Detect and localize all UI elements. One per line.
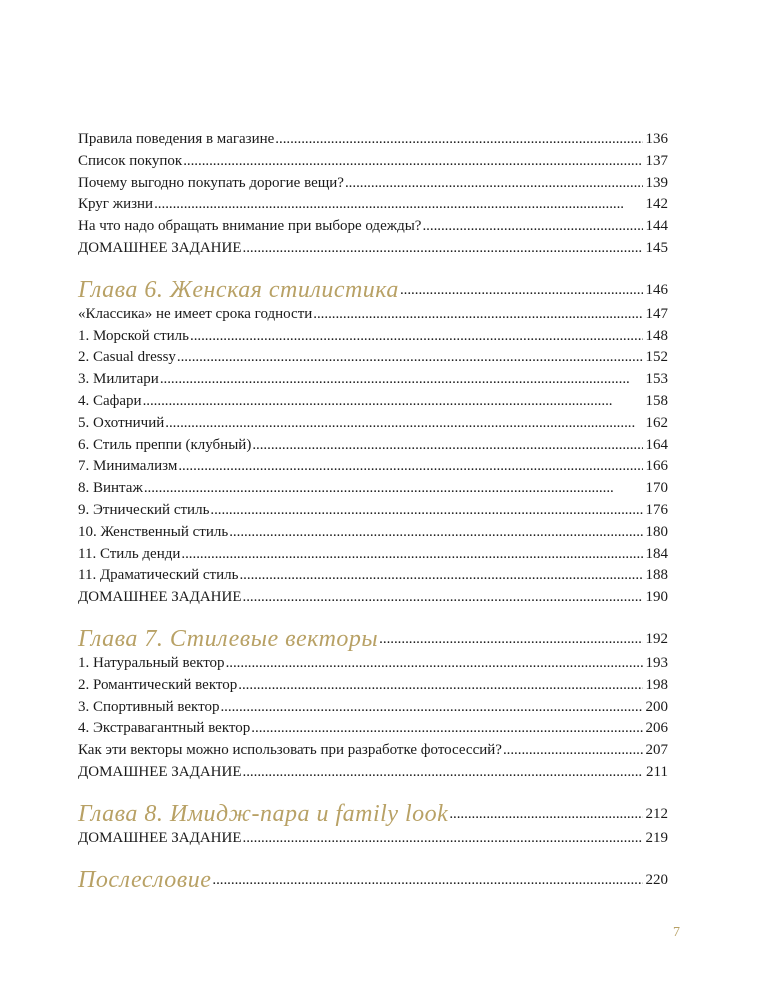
toc-entry-page: 206 [645,720,668,737]
toc-entry[interactable] [78,762,668,784]
toc-entry[interactable] [78,151,668,173]
toc-entry-page: 220 [645,871,668,888]
toc-entry-page: 148 [645,327,668,344]
toc-entry-title: 3. Милитари [78,371,159,388]
toc-entry-title: Как эти векторы можно использовать при разработке фотосессий? [78,742,502,759]
toc-entry-title: Список покупок [78,152,183,169]
toc-entry[interactable] [78,675,668,697]
toc-entry-page: 180 [645,523,668,540]
toc-entry[interactable] [78,216,668,238]
dot-leader [503,740,643,762]
toc-entry-page: 139 [645,174,668,191]
dot-leader [183,151,642,173]
toc-entry-title: 11. Стиль денди [78,545,181,562]
dot-leader [251,718,642,740]
dot-leader [226,653,643,675]
dot-leader [243,762,644,784]
toc-entry-title: Правила поведения в магазине [78,131,275,147]
toc-entry-title: ДОМАШНЕЕ ЗАДАНИЕ [78,829,242,846]
toc-entry[interactable] [78,347,668,369]
dot-leader [243,238,643,260]
dot-leader [177,347,643,369]
dot-leader [160,369,643,391]
toc-entry[interactable] [78,129,668,151]
table-of-contents [78,129,668,894]
toc-entry-title: Глава 7. Стилевые векторы [78,626,379,653]
toc-entry-title: На что надо обращать внимание при выборе одежды? [78,218,422,235]
toc-entry[interactable] [78,391,668,413]
dot-leader [181,544,642,566]
toc-entry-title: 5. Охотничий [78,414,165,431]
toc-entry-title: «Классика» не имеет срока годности [78,305,313,322]
toc-entry-title: 9. Этнический стиль [78,501,210,518]
toc-entry[interactable] [78,740,668,762]
toc-entry-page: 147 [645,305,668,322]
dot-leader [220,697,642,719]
toc-entry[interactable] [78,565,668,587]
toc-entry[interactable] [78,653,668,675]
toc-entry-title: ДОМАШНЕЕ ЗАДАНИЕ [78,763,242,780]
toc-entry-page: 144 [645,218,668,235]
dot-leader [243,587,643,609]
dot-leader [154,194,642,216]
toc-entry-page: 166 [645,458,668,475]
dot-leader [345,173,643,195]
toc-entry[interactable] [78,173,668,195]
dot-leader [313,304,642,326]
toc-chapter-heading[interactable] [78,260,668,304]
toc-entry-title: 2. Casual dressy [78,349,176,366]
toc-entry-title: Глава 6. Женская стилистика [78,276,399,303]
toc-entry-page: 158 [645,392,668,409]
toc-entry-title: ДОМАШНЕЕ ЗАДАНИЕ [78,239,242,256]
toc-entry[interactable] [78,456,668,478]
toc-entry-page: 207 [645,742,668,759]
toc-entry-title: Почему выгодно покупать дорогие вещи? [78,174,344,191]
toc-entry-page: 212 [645,805,668,822]
toc-entry[interactable] [78,522,668,544]
toc-entry[interactable] [78,697,668,719]
toc-entry[interactable] [78,718,668,740]
toc-entry-page: 137 [645,152,668,169]
toc-entry-page: 164 [645,436,668,453]
toc-entry[interactable] [78,326,668,348]
dot-leader [210,500,642,522]
dot-leader [165,413,642,435]
dot-leader [229,522,642,544]
toc-chapter-heading[interactable] [78,609,668,653]
dot-leader [252,435,642,457]
toc-entry-title: 4. Экстравагантный вектор [78,720,251,737]
toc-entry-title: 10. Женственный стиль [78,523,229,540]
toc-entry-title: Послесловие [78,866,212,893]
toc-entry-title: 4. Сафари [78,392,142,409]
toc-entry-page: 152 [645,349,668,366]
dot-leader [238,675,642,697]
toc-entry-page: 198 [645,676,668,693]
toc-entry-title: 3. Спортивный вектор [78,698,220,715]
toc-entry-page: 188 [645,567,668,584]
toc-entry[interactable] [78,304,668,326]
toc-entry-page: 190 [645,589,668,606]
dot-leader [449,804,642,826]
dot-leader [422,216,642,238]
toc-entry[interactable] [78,828,668,850]
toc-entry-page: 162 [645,414,668,431]
toc-entry-title: 11. Драматический стиль [78,567,239,584]
dot-leader [212,870,642,892]
toc-entry-page: 193 [645,654,668,671]
dot-leader [178,456,642,478]
dot-leader [143,391,643,413]
toc-entry-page: 142 [645,196,668,213]
toc-entry-page: 200 [645,698,668,715]
toc-entry[interactable] [78,238,668,260]
toc-entry[interactable] [78,194,668,216]
toc-entry-title: 1. Натуральный вектор [78,654,225,671]
toc-entry-page: 184 [645,545,668,562]
toc-entry-page: 211 [646,763,668,780]
toc-entry-page: 136 [645,131,668,147]
toc-entry-title: 7. Минимализм [78,458,178,475]
toc-entry-page: 146 [645,281,668,298]
dot-leader [144,478,643,500]
toc-entry[interactable] [78,369,668,391]
toc-entry-title: ДОМАШНЕЕ ЗАДАНИЕ [78,589,242,606]
toc-entry[interactable] [78,478,668,500]
toc-entry-page: 170 [645,480,668,497]
toc-entry-title: Глава 8. Имидж-пара и family look [78,800,449,827]
toc-entry[interactable] [78,413,668,435]
toc-entry[interactable] [78,435,668,457]
toc-entry[interactable] [78,544,668,566]
toc-chapter-heading[interactable] [78,784,668,828]
toc-entry-title: 2. Романтический вектор [78,676,238,693]
toc-entry-page: 176 [645,501,668,518]
toc-entry-title: 1. Морской стиль [78,327,189,344]
dot-leader [190,326,643,348]
toc-entry-page: 153 [645,371,668,388]
page-number: 7 [673,925,680,940]
toc-entry-page: 192 [645,631,668,648]
toc-entry-title: Круг жизни [78,196,154,213]
toc-chapter-heading[interactable] [78,850,668,894]
dot-leader [243,828,643,850]
toc-entry-title: 8. Винтаж [78,480,143,497]
dot-leader [379,629,642,651]
toc-entry-title: 6. Стиль преппи (клубный) [78,436,252,453]
dot-leader [239,565,642,587]
toc-entry-page: 145 [645,239,668,256]
dot-leader [275,129,642,151]
toc-entry[interactable] [78,587,668,609]
toc-entry-page: 219 [645,829,668,846]
dot-leader [400,280,643,302]
toc-entry[interactable] [78,500,668,522]
